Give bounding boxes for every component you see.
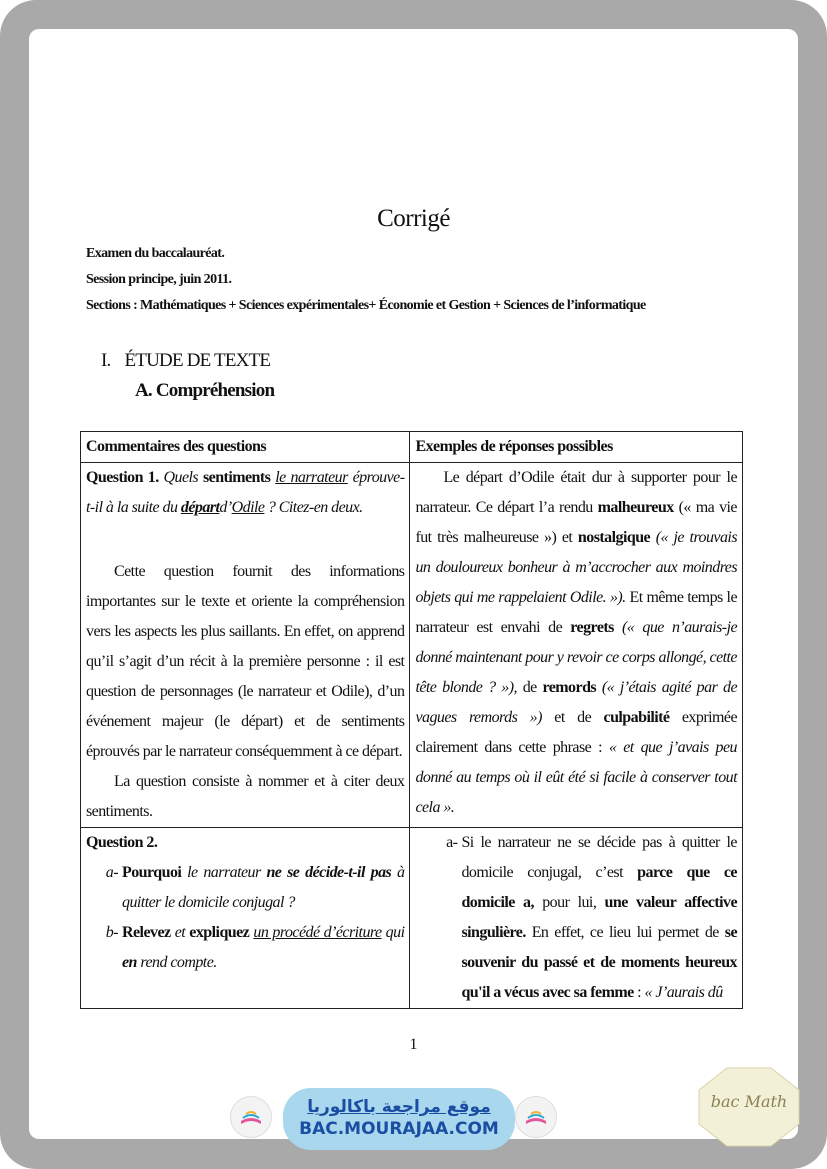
- table-row: [81, 828, 743, 1009]
- question-2-label: Question 2.: [86, 834, 158, 851]
- subsection-heading: A. Compréhension: [135, 380, 275, 401]
- answer-1-text: Le départ d’Odile était dur à supporter pour le narrateur. Ce départ l’a rendu malheureux (« ma vie fut très malheureuse ») et nostalgique (« je trouvais un douloureux bonheur à m’accrocher aux moindres objets qui me rappelaient Odile. »). Et même temps le narrateur est envahi de regrets (« que n’aurais-je donné maintenant pour y revoir ce corps allongé, cette tête blonde ? »), de remords (« j’étais agité par de vagues remords ») et de culpabilité exprimée clairement dans cette phrase : « et que j’avais peu donné au temps où il eût été si facile à conserver tout cela ».: [415, 469, 738, 816]
- question-1-cell: [81, 463, 410, 828]
- list-item: a- Pourquoi le narrateur ne se décide-t-il pas à quitter le domicile conjugal ?: [105, 864, 405, 911]
- header-comments: Commentaires des questions: [81, 432, 410, 463]
- book-logo-icon: [230, 1096, 272, 1138]
- answer-2-cell: [410, 828, 743, 1009]
- answer-2-a: a- Si le narrateur ne se décide pas à quitter le domicile conjugal, c’est parce que ce domicile a, pour lui, une valeur affective singulière. En effet, ce lieu lui permet de se souvenir du passé et de moments heureux qu'il a vécus avec sa femme : « J’aurais dû: [446, 834, 738, 1001]
- page-title: Corrigé: [377, 205, 450, 232]
- questions-table: [80, 431, 743, 1009]
- bac-math-logo: [697, 1066, 801, 1148]
- table-row: [81, 463, 743, 828]
- list-item: b- Relevez et expliquez un procédé d’écriture qui en rend compte.: [105, 924, 405, 971]
- question-2-cell: [81, 828, 410, 1009]
- header-answers: Exemples de réponses possibles: [410, 432, 743, 463]
- question-1-instruction: La question consiste à nommer et à citer deux sentiments.: [86, 773, 405, 820]
- question-1-comment: Cette question fournit des informations importantes sur le texte et oriente la compréhension vers les aspects les plus saillants. En effet, on apprend qu’il s’agit d’un récit à la première personne : il est question de personnages (le narrateur et Odile), d’un événement majeur (le départ) et de sentiments éprouvés par le narrateur conséquemment à ce départ.: [86, 563, 405, 760]
- table-header-row: [81, 432, 743, 463]
- session-line: Session principe, juin 2011.: [86, 272, 232, 287]
- sections-line: Sections : Mathématiques + Sciences expérimentales+ Économie et Gestion + Sciences de l’informatique: [86, 298, 646, 313]
- page-number: 1: [409, 1036, 418, 1053]
- section-title: ÉTUDE DE TEXTE: [124, 350, 271, 371]
- banner-url[interactable]: BAC.MOURAJAA.COM: [299, 1119, 499, 1139]
- question-2-items: [86, 858, 404, 978]
- section-number: I.: [101, 350, 111, 371]
- section-heading: [101, 350, 270, 372]
- question-1-text: Question 1. Quels sentiments le narrateur éprouve-t-il à la suite du départd’Odile ? Citez-en deux.: [86, 469, 405, 516]
- logo-text: bac Math: [710, 1092, 788, 1111]
- answer-1-cell: [410, 463, 743, 828]
- book-logo-icon: [515, 1096, 557, 1138]
- exam-line: Examen du baccalauréat.: [86, 246, 225, 261]
- site-banner[interactable]: [283, 1088, 515, 1150]
- banner-arabic-text: موقع مراجعة باكالوريا: [307, 1097, 491, 1117]
